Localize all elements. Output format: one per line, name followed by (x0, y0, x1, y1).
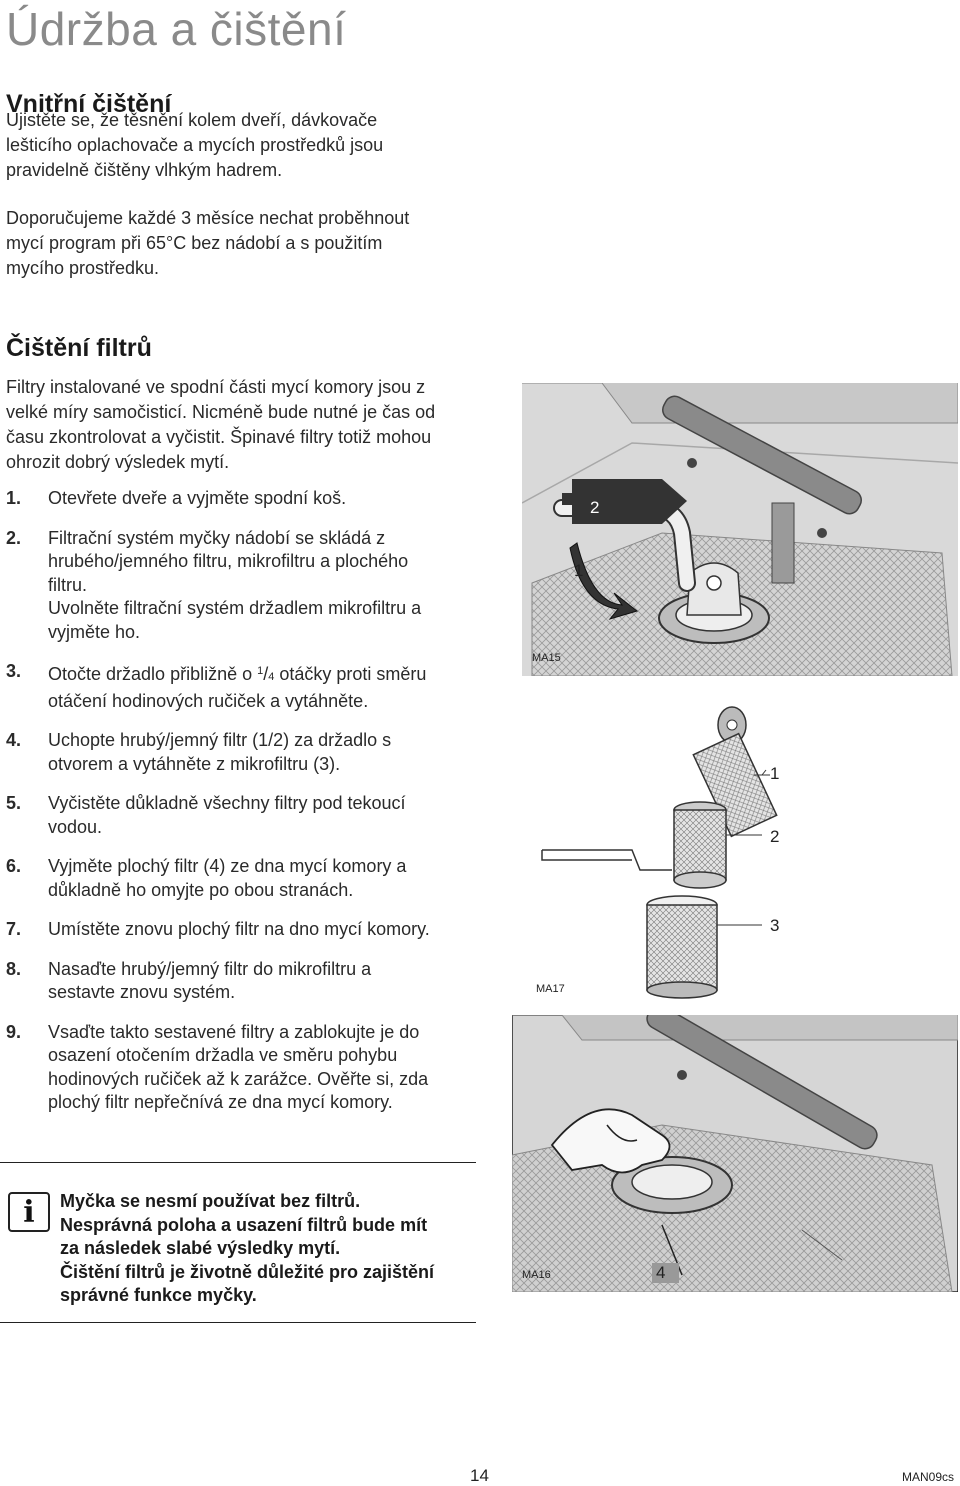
step-text: Uvolněte filtrační systém držadlem mikrofiltru a (48, 598, 422, 618)
text-line: lešticího oplachovače a mycích prostředků jsou (6, 135, 384, 155)
figure-code: MA17 (536, 983, 565, 995)
paragraph-filters-intro (6, 375, 486, 475)
info-icon: i (8, 1192, 50, 1232)
illustration-drawing (522, 383, 958, 676)
text-line: pravidelně čištěny vlhkým hadrem. (6, 160, 283, 180)
section-heading-inner-cleaning: Vnitřní čištění (6, 90, 172, 118)
callout-label: 2 (770, 827, 780, 846)
fraction-numerator: 1 (257, 665, 264, 677)
step-text: otáčení hodinových ručiček a vytáhněte. (48, 690, 369, 711)
step-number: 4. (6, 730, 22, 750)
paragraph-seals (6, 108, 486, 183)
figure-code: MA15 (532, 652, 561, 664)
illustration-drawing (522, 700, 958, 1000)
text-line: mycí program při 65°C bez nádobí a s použitím (6, 233, 383, 253)
note-divider-bottom (0, 1322, 476, 1323)
step-item (6, 729, 486, 776)
text-line: Filtry instalované ve spodní části mycí komory jsou z (6, 377, 426, 397)
text-line: ohrozit dobrý výsledek mytí. (6, 452, 230, 472)
page-title: Údržba a čištění (6, 3, 347, 55)
step-text: Vyčistěte důkladně všechny filtry pod tekoucí (48, 793, 406, 813)
step-number: 5. (6, 793, 22, 813)
warning-note (60, 1190, 480, 1308)
steps-list (6, 487, 486, 1131)
step-text: důkladně ho omyjte po obou stranách. (48, 879, 354, 900)
note-divider-top (0, 1162, 476, 1163)
step-number: 6. (6, 856, 22, 876)
step-text: hodinových ručiček až k zarážce. Ověřte si, zda (48, 1068, 429, 1089)
note-line: za následek slabé výsledky mytí. (60, 1238, 341, 1258)
step-item (6, 1021, 486, 1115)
step-number: 1. (6, 488, 22, 508)
step-text: sestavte znovu systém. (48, 982, 236, 1002)
document-code: MAN09cs (901, 1470, 954, 1484)
text-line: času zkontrolovat a vyčistit. Špinavé filtry totiž mohou (6, 427, 432, 447)
note-line: správné funkce myčky. (60, 1285, 257, 1305)
illustration-filter-parts (522, 700, 958, 1000)
note-line: Nesprávná poloha a usazení filtrů bude mít (60, 1214, 428, 1235)
step-text-part: Otočte držadlo přibližně o (48, 664, 258, 684)
step-text: vyjměte ho. (48, 621, 141, 642)
callout-label: 1 (574, 561, 584, 580)
step-item (6, 660, 486, 713)
page-number: 14 (470, 1466, 489, 1485)
text-line: Doporučujeme každé 3 měsíce nechat proběhnout (6, 208, 410, 228)
step-text: Uchopte hrubý/jemný filtr (1/2) za držadlo s (48, 730, 392, 750)
step-text: Vsaďte takto sestavené filtry a zablokujte je do (48, 1021, 420, 1042)
step-text: Nasaďte hrubý/jemný filtr do mikrofiltru a (48, 958, 372, 979)
step-text: Otevřete dveře a vyjměte spodní koš. (48, 488, 347, 508)
step-text: otvorem a vytáhněte z mikrofiltru (3). (48, 753, 341, 774)
step-text: Filtrační systém myčky nádobí se skládá z (48, 527, 386, 548)
paragraph-recommendation (6, 206, 486, 281)
step-item (6, 792, 486, 839)
step-item (6, 958, 486, 1005)
illustration-filter-removal (522, 383, 958, 676)
step-number: 3. (6, 661, 22, 681)
step-number: 7. (6, 919, 22, 939)
callout-label: 4 (652, 1263, 679, 1283)
step-text: hrubého/jemného filtru, mikrofiltru a plochého (48, 551, 409, 571)
step-text-part: otáčky proti směru (274, 664, 427, 684)
callout-label: 3 (770, 916, 780, 935)
text-line: mycího prostředku. (6, 258, 160, 278)
step-item (6, 855, 486, 902)
step-text: plochý filtr nepřečnívá ze dna mycí komory. (48, 1092, 393, 1112)
step-item (6, 487, 486, 511)
text-line: Ujistěte se, že těsnění kolem dveří, dávkovače (6, 110, 378, 130)
step-text: osazení otočením držadla ve směru pohybu (48, 1045, 398, 1065)
note-line: Myčka se nesmí používat bez filtrů. (60, 1191, 361, 1211)
illustration-drawing (512, 1015, 958, 1292)
step-text: filtru. (48, 574, 88, 595)
step-number: 2. (6, 527, 22, 548)
step-item (6, 918, 486, 942)
step-text: Umístěte znovu plochý filtr na dno mycí komory. (48, 919, 430, 939)
step-number: 9. (6, 1021, 22, 1042)
fraction-denominator: 4 (268, 671, 275, 683)
step-text: Otočte držadlo přibližně o $^1$/4 otáčky proti směru (48, 664, 427, 684)
note-line: Čištění filtrů je životně důležité pro zajištění (60, 1261, 435, 1282)
section-heading-filter-cleaning: Čištění filtrů (6, 334, 152, 362)
step-item (6, 527, 486, 645)
step-text: Vyjměte plochý filtr (4) ze dna mycí komory a (48, 856, 407, 876)
text-line: velké míry samočisticí. Nicméně bude nutné je čas od (6, 402, 436, 422)
step-text: vodou. (48, 816, 103, 837)
figure-code: MA16 (522, 1269, 551, 1281)
callout-label: 2 (590, 498, 600, 517)
illustration-filter-reinsertion (512, 1015, 958, 1292)
callout-label: 1 (770, 764, 780, 783)
step-number: 8. (6, 958, 22, 979)
